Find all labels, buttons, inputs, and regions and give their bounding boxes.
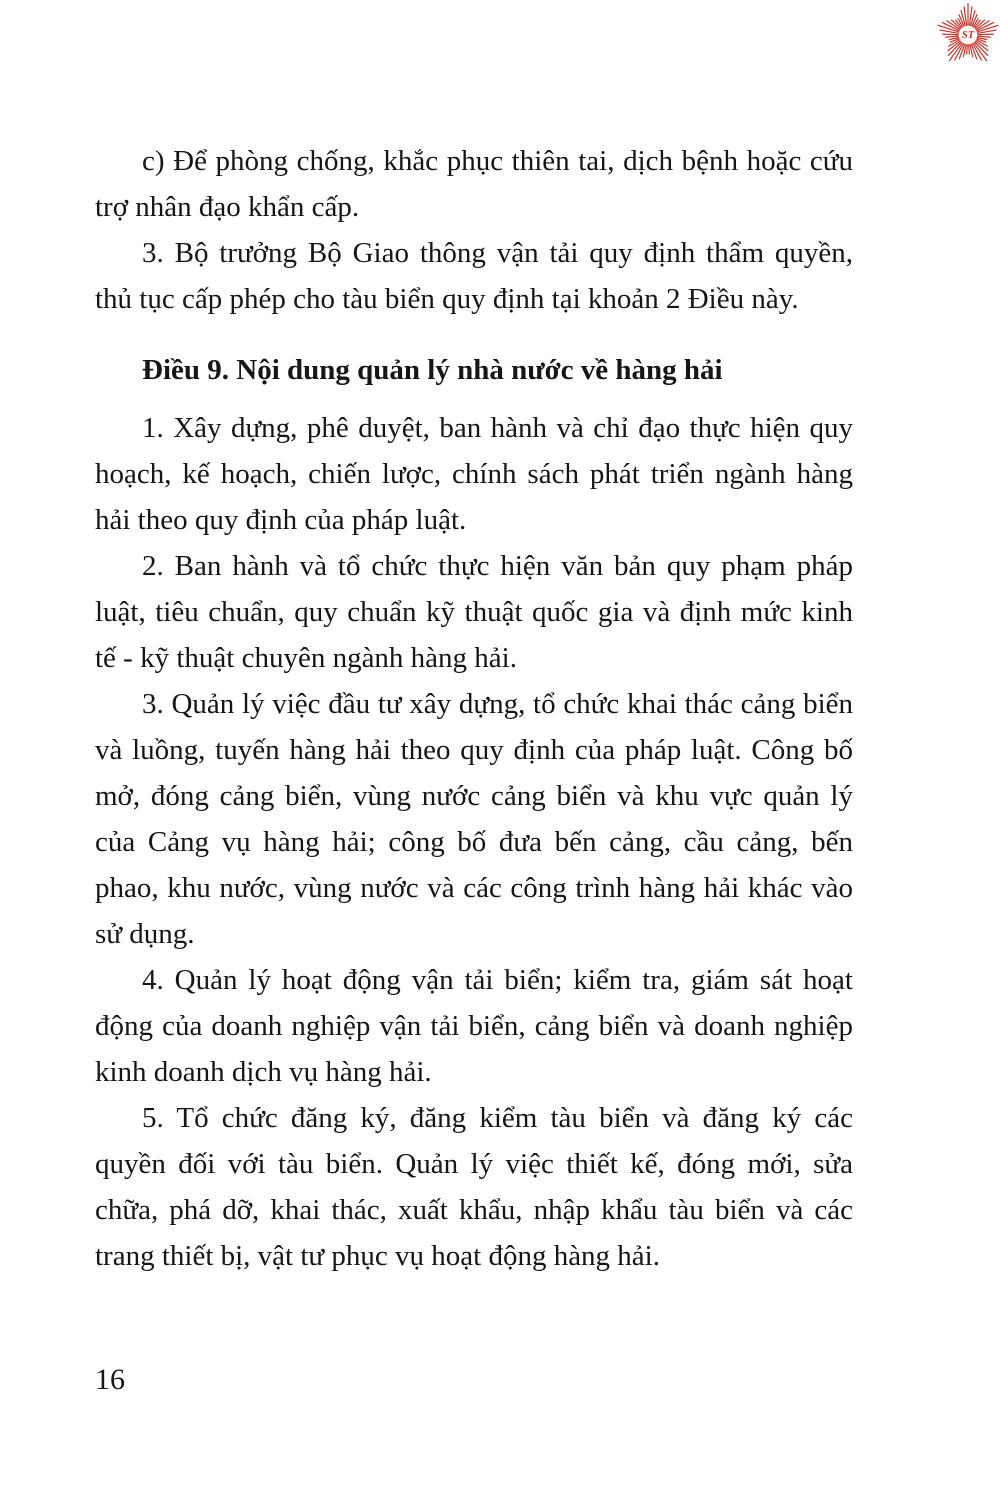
- paragraph-intro-c: c) Để phòng chống, khắc phục thiên tai, dịch bệnh hoặc cứu trợ nhân đạo khẩn cấp.: [95, 145, 853, 223]
- logo-st-monogram: ST: [961, 30, 975, 42]
- article-9-item-2: 2. Ban hành và tổ chức thực hiện văn bản quy phạm pháp luật, tiêu chuẩn, quy chuẩn kỹ thuật quốc gia và định mức kinh tế - kỹ thuật chuyên ngành hàng hải.: [95, 550, 853, 674]
- paragraph-intro-3: 3. Bộ trưởng Bộ Giao thông vận tải quy định thẩm quyền, thủ tục cấp phép cho tàu biển quy định tại khoản 2 Điều này.: [95, 237, 853, 315]
- article-9-item-1: 1. Xây dựng, phê duyệt, ban hành và chỉ đạo thực hiện quy hoạch, kế hoạch, chiến lược, chính sách phát triển ngành hàng hải theo quy định của pháp luật.: [95, 412, 853, 536]
- page-content: [95, 138, 853, 1279]
- publisher-logo: [932, 0, 1000, 70]
- article-9-item-5: 5. Tổ chức đăng ký, đăng kiểm tàu biển và đăng ký các quyền đối với tàu biển. Quản lý việc thiết kế, đóng mới, sửa chữa, phá dỡ, khai thác, xuất khẩu, nhập khẩu tàu biển và các trang thiết bị, vật tư phục vụ hoạt động hàng hải.: [95, 1102, 853, 1272]
- article-9-heading: Điều 9. Nội dung quản lý nhà nước về hàng hải: [142, 354, 723, 386]
- article-9-item-4: 4. Quản lý hoạt động vận tải biển; kiểm tra, giám sát hoạt động của doanh nghiệp vận tải biển, cảng biển và doanh nghiệp kinh doanh dịch vụ hàng hải.: [95, 964, 853, 1088]
- page-number: 16: [95, 1363, 125, 1396]
- article-9-item-3: 3. Quản lý việc đầu tư xây dựng, tổ chức khai thác cảng biển và luồng, tuyến hàng hải theo quy định của pháp luật. Công bố mở, đóng cảng biển, vùng nước cảng biển và khu vực quản lý của Cảng vụ hàng hải; công bố đưa bến cảng, cầu cảng, bến phao, khu nước, vùng nước và các công trình hàng hải khác vào sử dụng.: [95, 688, 853, 950]
- starburst-icon: [932, 0, 1000, 70]
